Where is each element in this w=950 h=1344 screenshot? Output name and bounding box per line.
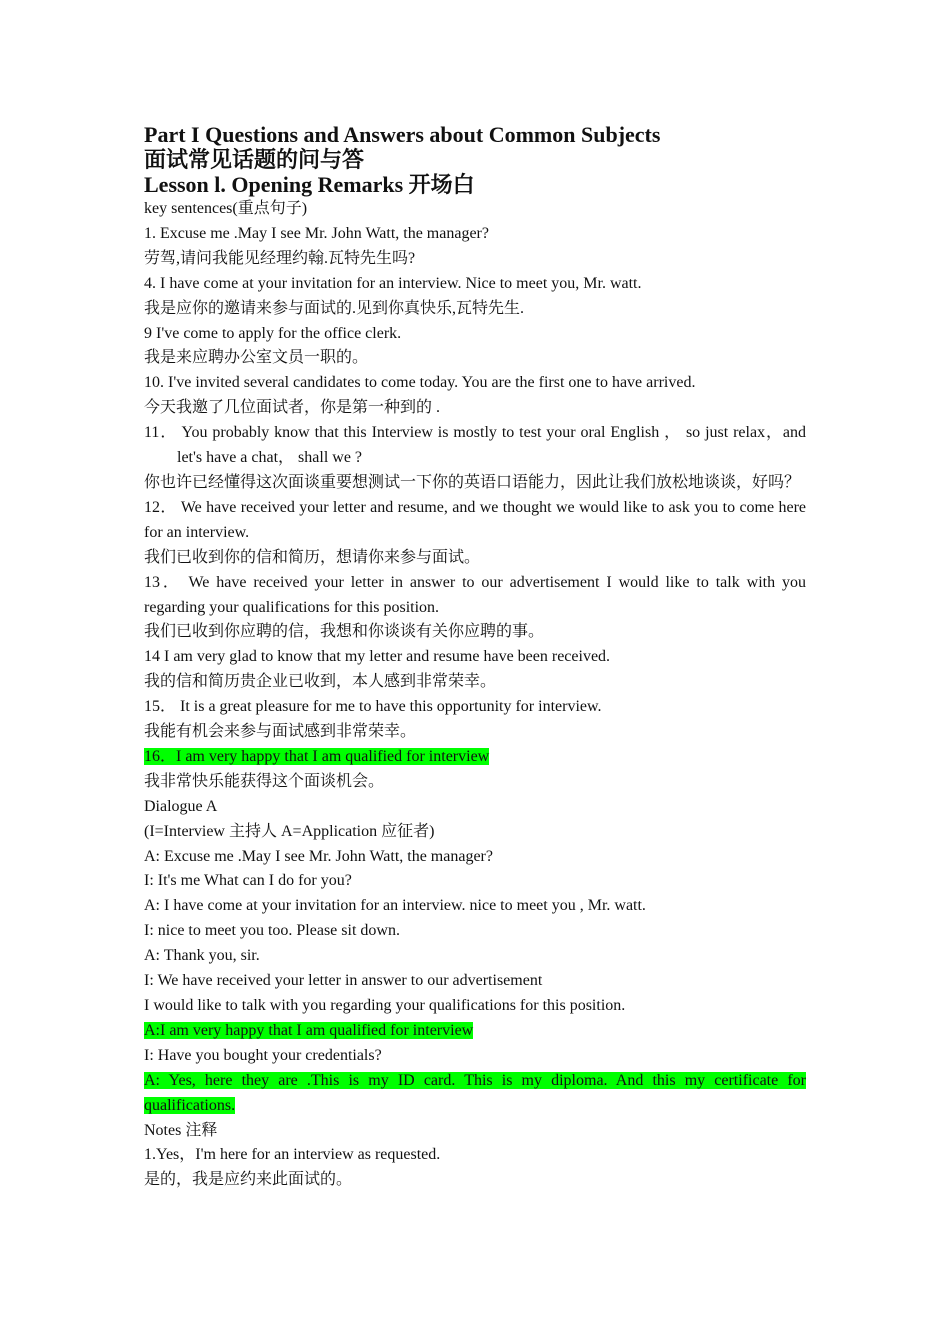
dialogue-line-9: I: Have you bought your credentials? (144, 1046, 382, 1064)
sentence-15-zh: 我能有机会来参与面试感到非常荣幸。 (144, 723, 417, 741)
dialogue-line-1: A: Excuse me .May I see Mr. John Watt, the manager? (144, 847, 493, 865)
sentence-13-zh: 我们已收到你应聘的信，我想和你谈谈有关你应聘的事。 (144, 623, 545, 641)
lesson-title: Lesson l. Opening Remarks 开场白 (144, 172, 475, 197)
heading-english: Part I Questions and Answers about Common Subjects (144, 122, 661, 147)
dialogue-line-3: A: I have come at your invitation for an interview. nice to meet you , Mr. watt. (144, 897, 646, 915)
dialogue-line-4: I: nice to meet you too. Please sit down. (144, 922, 400, 940)
sentence-16-zh: 我非常快乐能获得这个面谈机会。 (144, 772, 385, 790)
sentence-15-en: 15． It is a great pleasure for me to have this opportunity for interview. (144, 698, 602, 716)
note-1-zh: 是的，我是应约来此面试的。 (144, 1171, 353, 1189)
dialogue-line-8-highlighted: A:I am very happy that I am qualified for interview (144, 1021, 474, 1039)
dialogue-line-5: A: Thank you, sir. (144, 947, 260, 965)
document-page (144, 122, 806, 1193)
dialogue-legend: (I=Interview 主持人 A=Application 应征者) (144, 822, 435, 840)
sentence-14-zh: 我的信和简历贵企业已收到，本人感到非常荣幸。 (144, 673, 497, 691)
sentence-12-zh: 我们已收到你的信和简历，想请你来参与面试。 (144, 548, 481, 566)
dialogue-line-6: I: We have received your letter in answer to our advertisement (144, 972, 543, 990)
key-sentences-label: key sentences(重点句子) (144, 200, 308, 217)
sentence-11-zh: 你也许已经懂得这次面谈重要想测试一下你的英语口语能力，因此让我们放松地谈谈，好吗？ (144, 473, 801, 491)
sentence-13-en: 13． We have received your letter in answer to our advertisement I would like to talk with you regarding your qualifications for this position. (144, 573, 806, 616)
notes-label: Notes 注释 (144, 1121, 218, 1139)
sentence-14-en: 14 I am very glad to know that my letter and resume have been received. (144, 648, 611, 666)
heading-chinese: 面试常见话题的问与答 (144, 147, 365, 172)
sentence-16-row (144, 745, 806, 770)
sentence-9-zh: 我是来应聘办公室文员一职的。 (144, 349, 369, 367)
sentence-9-en: 9 I've come to apply for the office clerk. (144, 324, 402, 342)
dialogue-line-10-highlighted: A: Yes, here they are .This is my ID card. This is my diploma. And this my certificate for qualifications. (144, 1071, 806, 1114)
sentence-4-zh: 我是应你的邀请来参与面试的.见到你真快乐,瓦特先生. (144, 299, 525, 317)
sentence-1-en: 1. Excuse me .May I see Mr. John Watt, the manager? (144, 224, 489, 242)
sentence-11-en: 11． You probably know that this Interview is mostly to test your oral English ， so just relax，and let's have a chat， shall we ? (144, 424, 806, 467)
sentence-10-zh: 今天我邀了几位面试者，你是第一种到的 . (144, 399, 441, 417)
dialogue-line-8-row (144, 1019, 806, 1044)
sentence-12-en: 12． We have received your letter and resume, and we thought we would like to ask you to come here for an interview. (144, 498, 806, 541)
sentence-16-en-highlighted: 16．I am very happy that I am qualified for interview (144, 747, 490, 765)
dialogue-line-10-row (144, 1069, 806, 1119)
dialogue-line-2: I: It's me What can I do for you? (144, 872, 352, 890)
dialogue-label: Dialogue A (144, 797, 218, 815)
dialogue-line-7: I would like to talk with you regarding your qualifications for this position. (144, 997, 626, 1014)
sentence-4-en: 4. I have come at your invitation for an interview. Nice to meet you, Mr. watt. (144, 274, 642, 292)
note-1-en: 1.Yes，I'm here for an interview as requested. (144, 1146, 441, 1164)
sentence-10-en: 10. I've invited several candidates to come today. You are the first one to have arrived. (144, 374, 696, 392)
sentence-1-zh: 劳驾,请问我能见经理约翰.瓦特先生吗? (144, 249, 416, 267)
